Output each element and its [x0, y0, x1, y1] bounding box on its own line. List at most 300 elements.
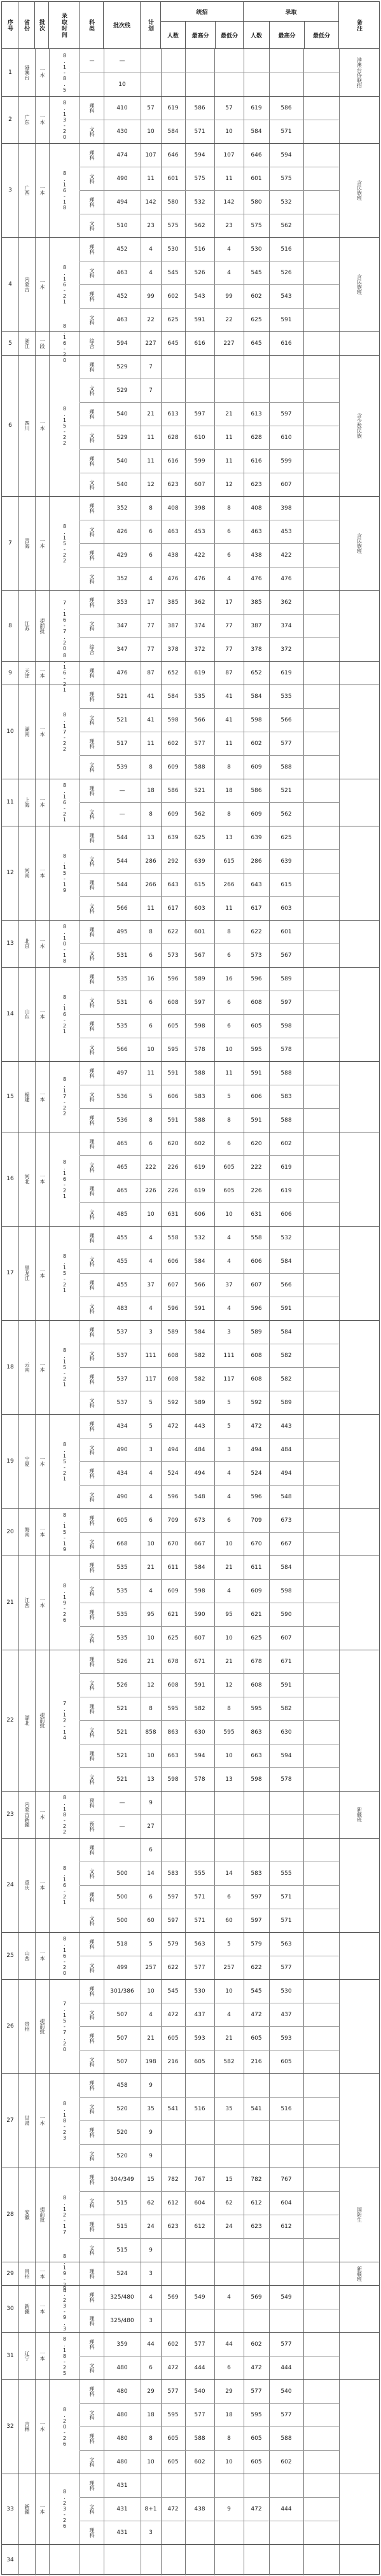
control-line-cell: 480: [116, 2411, 128, 2418]
lq-max-cell: 584: [281, 1258, 292, 1265]
subject-cell: 理科: [89, 2315, 95, 2326]
lq-max-cell: 578: [281, 1046, 292, 1053]
lq-min-cell: [303, 1744, 339, 1767]
tz-max-cell: [185, 49, 214, 73]
tz-count-cell: 609: [167, 811, 179, 818]
tz-min-cell: 5: [227, 1399, 231, 1406]
row-number: 14: [6, 1011, 14, 1017]
tz-min-cell: 17: [225, 599, 233, 606]
lq-count-cell: 623: [251, 481, 262, 488]
time-cell: 8.16-21: [62, 1159, 67, 1199]
control-line-cell: 515: [116, 2246, 128, 2253]
tz-max-cell: 577: [194, 1964, 205, 1971]
lq-max-cell: 602: [281, 1140, 292, 1147]
tz-min-cell: 13: [225, 834, 233, 841]
batch-cell: 一本: [39, 938, 45, 949]
plan-cell: 8: [149, 1117, 153, 1124]
header-province: 省份: [18, 2, 35, 48]
tz-min-cell: 11: [225, 905, 233, 912]
lq-count-cell: 472: [251, 2364, 262, 2371]
lq-count-cell: 612: [251, 2199, 262, 2206]
lq-min-cell: [303, 2097, 339, 2120]
time-cell: 7.16-7.20: [62, 600, 67, 651]
lq-min-cell: [303, 214, 339, 237]
plan-cell: 99: [147, 293, 155, 300]
lq-count-cell: 530: [251, 246, 262, 253]
tz-max-cell: 619: [194, 1164, 205, 1171]
plan-cell: 15: [147, 2176, 155, 2183]
tz-count-cell: 385: [167, 599, 179, 606]
lq-min-cell: [303, 685, 339, 708]
lq-min-cell: [303, 1673, 339, 1697]
control-line-cell: 463: [116, 269, 128, 276]
lq-count-cell: 678: [251, 1658, 262, 1665]
plan-cell: 6: [149, 1140, 153, 1147]
time-cell: 8.12-17: [62, 2194, 67, 2235]
lq-min-cell: [303, 1438, 339, 1461]
control-line-cell: —: [119, 1823, 125, 1830]
tz-min-cell: 10: [225, 128, 233, 135]
lq-min-cell: [303, 261, 339, 284]
row-number: 34: [6, 2556, 14, 2563]
tz-max-cell: 567: [194, 952, 205, 959]
remark-cell: [339, 661, 379, 685]
tz-count-cell: 602: [167, 740, 179, 747]
lq-count-cell: 597: [251, 1917, 262, 1924]
lq-max-cell: 571: [281, 128, 292, 135]
lq-max-cell: 616: [281, 340, 292, 347]
tz-max-cell: 602: [194, 1140, 205, 1147]
lq-min-cell: [303, 143, 339, 167]
lq-max-cell: [269, 2238, 303, 2262]
lq-count-cell: 625: [251, 1634, 262, 1641]
lq-max-cell: [269, 2073, 303, 2097]
control-line-cell: 535: [116, 1634, 128, 1641]
tz-max-cell: 484: [194, 1446, 205, 1453]
batch-cell: 一本: [39, 2268, 45, 2279]
lq-max-cell: 593: [281, 2035, 292, 2042]
subject-cell: 文科: [89, 314, 95, 325]
lq-min-cell: [303, 637, 339, 661]
control-line-cell: 430: [116, 128, 128, 135]
tz-max-cell: 588: [194, 1117, 205, 1124]
subject-cell: 文科: [89, 809, 95, 819]
lq-max-cell: 549: [281, 2294, 292, 2301]
tz-min-cell: 14: [225, 1870, 233, 1877]
lq-count-cell: 628: [251, 434, 262, 441]
lq-min-cell: [303, 1767, 339, 1791]
control-line-cell: 485: [116, 1211, 128, 1218]
province-cell: 云南: [24, 1362, 30, 1372]
tz-min-cell: 8: [227, 2435, 231, 2442]
lq-max-cell: 582: [281, 1352, 292, 1359]
lq-max-cell: 602: [281, 2458, 292, 2465]
lq-min-cell: [303, 1179, 339, 1202]
subject-cell: 文科: [89, 573, 95, 584]
plan-cell: 14: [147, 1870, 155, 1877]
plan-cell: 858: [145, 1729, 156, 1736]
province-cell: 湖南: [24, 727, 30, 737]
subject-cell: 理科: [89, 2292, 95, 2302]
tz-min-cell: 4: [227, 1493, 231, 1500]
tz-count-cell: [161, 2120, 185, 2144]
lq-min-cell: [303, 1155, 339, 1179]
tz-min-cell: 11: [225, 740, 233, 747]
tz-max-cell: 422: [194, 552, 205, 559]
header-lq-min: 最低分: [312, 32, 330, 39]
tz-min-cell: 21: [225, 2035, 233, 2042]
lq-count-cell: 619: [251, 104, 262, 111]
tz-max-cell: 594: [194, 151, 205, 158]
tz-min-cell: 10: [225, 1634, 233, 1641]
control-line-cell: 452: [116, 293, 128, 300]
tz-count-cell: 541: [167, 2105, 179, 2112]
time-cell: 8.13-20: [62, 99, 67, 140]
batch-cell: 提前批: [39, 2207, 45, 2222]
remark-cell: [339, 1932, 379, 1979]
subject-cell: 理科: [89, 2080, 95, 2091]
lq-min-cell: [303, 73, 339, 96]
header-tz-max: 最高分: [186, 22, 216, 48]
header-tz-min: 最低分: [220, 32, 238, 39]
lq-max-cell: 577: [281, 1964, 292, 1971]
remark-cell: [339, 1979, 379, 2073]
plan-cell: 21: [147, 1564, 155, 1571]
tz-count-cell: 616: [167, 457, 179, 464]
tz-max-cell: [185, 2073, 214, 2097]
tz-min-cell: 5: [227, 1940, 231, 1947]
time-cell: 8.19-24: [62, 2253, 67, 2294]
subject-cell: 文科: [89, 432, 95, 443]
tz-min-cell: 21: [225, 1564, 233, 1571]
tz-count-cell: 530: [167, 246, 179, 253]
control-line-cell: 507: [116, 2011, 128, 2018]
subject-cell: 理科: [89, 1703, 95, 1714]
plan-cell: 41: [147, 693, 155, 700]
subject-cell: 理科: [89, 1421, 95, 1431]
row-number: 10: [6, 728, 14, 735]
subject-cell: 文科: [89, 1350, 95, 1361]
tz-count-cell: 645: [167, 340, 179, 347]
tz-max-cell: 607: [194, 481, 205, 488]
tz-min-cell: 6: [227, 1022, 231, 1029]
lq-min-cell: [303, 1014, 339, 1038]
batch-cell: 一本: [39, 1456, 45, 1466]
subject-cell: 综合: [89, 338, 95, 349]
lq-max-cell: 591: [281, 1681, 292, 1688]
lq-min-cell: [303, 1320, 339, 1344]
lq-max-cell: 548: [281, 1493, 292, 1500]
lq-count-cell: 616: [251, 457, 262, 464]
plan-cell: 8: [149, 1705, 153, 1712]
tz-min-cell: 10: [225, 1540, 233, 1547]
batch-cell: 一本: [39, 2351, 45, 2361]
tz-count-cell: 598: [167, 1776, 179, 1783]
plan-cell: 117: [145, 1375, 156, 1382]
time-cell: 8.15-21: [62, 1347, 67, 1388]
control-line-cell: 410: [116, 104, 128, 111]
lq-min-cell: [303, 826, 339, 849]
lq-max-cell: 598: [281, 1022, 292, 1029]
tz-count-cell: 607: [167, 1281, 179, 1288]
province-cell: 福建: [24, 1091, 30, 1102]
lq-max-cell: 588: [281, 1069, 292, 1076]
subject-cell: 文科: [89, 385, 95, 396]
plan-cell: 10: [147, 1540, 155, 1547]
tz-count-cell: 494: [167, 1446, 179, 1453]
tz-count-cell: 622: [167, 1964, 179, 1971]
subject-cell: 文科: [89, 1868, 95, 1879]
province-cell: 港澳台: [24, 65, 30, 80]
lq-count-cell: 438: [251, 552, 262, 559]
row-number: 16: [6, 1176, 14, 1182]
subject-cell: 理科: [89, 1068, 95, 1078]
tz-count-cell: 621: [167, 1611, 179, 1618]
row-number: 30: [6, 2306, 14, 2312]
tz-max-cell: 494: [194, 1470, 205, 1477]
lq-min-cell: [303, 2215, 339, 2238]
tz-max-cell: 582: [194, 1352, 205, 1359]
row-number: 12: [6, 870, 14, 876]
tz-min-cell: 8: [227, 505, 231, 512]
control-line-cell: 520: [116, 2129, 128, 2136]
tz-max-cell: 606: [194, 1211, 205, 1218]
lq-count-cell: 524: [251, 1470, 262, 1477]
batch-cell: 一本: [39, 2503, 45, 2514]
lq-min-cell: [303, 426, 339, 449]
tz-max-cell: 516: [194, 246, 205, 253]
tz-max-cell: 562: [194, 811, 205, 818]
plan-cell: 29: [147, 2388, 155, 2395]
control-line-cell: 529: [116, 387, 128, 394]
tz-max-cell: 588: [194, 763, 205, 770]
control-line-cell: 359: [116, 2341, 128, 2348]
plan-cell: 5: [149, 1093, 153, 1100]
tz-max-cell: 582: [194, 1705, 205, 1712]
lq-max-cell: 583: [281, 1093, 292, 1100]
control-line-cell: 520: [116, 2152, 128, 2159]
lq-max-cell: 619: [281, 1187, 292, 1194]
lq-count-cell: 476: [251, 575, 262, 582]
row-number: 23: [6, 1811, 14, 1818]
lq-min-cell: [303, 2144, 339, 2168]
lq-max-cell: 586: [281, 104, 292, 111]
subject-cell: 理科: [89, 150, 95, 160]
subject-cell: 文科: [89, 2362, 95, 2373]
lq-max-cell: 453: [281, 528, 292, 535]
lq-count-cell: 591: [251, 1069, 262, 1076]
plan-cell: 198: [145, 2058, 156, 2065]
time-cell: 8.16-21: [62, 1865, 67, 1905]
lq-max-cell: 607: [281, 481, 292, 488]
lq-count-cell: 597: [251, 1893, 262, 1900]
lq-max-cell: 597: [281, 999, 292, 1006]
subject-cell: 理科: [89, 2127, 95, 2138]
control-line-cell: 544: [116, 858, 128, 865]
control-line-cell: 499: [116, 1964, 128, 1971]
subject-cell: 理科: [89, 1185, 95, 1196]
plan-cell: 3: [149, 1328, 153, 1335]
tz-count-cell: 625: [167, 316, 179, 323]
control-line-cell: 431: [116, 2505, 128, 2512]
tz-count-cell: 605: [167, 2435, 179, 2442]
lq-max-cell: 615: [281, 881, 292, 888]
time-cell: 8.23-26: [62, 2489, 67, 2529]
tz-min-cell: 10: [225, 2458, 233, 2465]
tz-min-cell: [214, 2309, 244, 2332]
lq-max-cell: 444: [281, 2364, 292, 2371]
control-line-cell: —: [119, 787, 125, 794]
subject-cell: 理科: [89, 2480, 95, 2491]
subject-cell: 理科: [89, 197, 95, 207]
subject-cell: 理科: [89, 1115, 95, 1125]
plan-cell: 77: [147, 622, 155, 629]
control-line-cell: 536: [116, 1117, 128, 1124]
tz-min-cell: 11: [225, 175, 233, 182]
plan-cell: 7: [149, 363, 153, 370]
time-cell: 8.16-21: [62, 782, 67, 823]
plan-cell: 21: [147, 1658, 155, 1665]
lq-max-cell: 594: [281, 151, 292, 158]
lq-count-cell: 782: [251, 2176, 262, 2183]
plan-cell: 3: [149, 1446, 153, 1453]
tz-min-cell: 60: [225, 1917, 233, 1924]
batch-cell: 一本: [39, 1091, 45, 1102]
plan-cell: 3: [149, 2317, 153, 2324]
lq-max-cell: [269, 73, 303, 96]
lq-count-cell: 592: [251, 1399, 262, 1406]
plan-cell: 41: [147, 716, 155, 723]
tz-min-cell: 10: [225, 1988, 233, 1995]
tz-count-cell: 591: [167, 1069, 179, 1076]
province-cell: 宁夏: [24, 1456, 30, 1466]
tz-min-cell: 4: [227, 1305, 231, 1312]
control-line-cell: 515: [116, 2199, 128, 2206]
lq-max-cell: 374: [281, 622, 292, 629]
plan-cell: 17: [147, 599, 155, 606]
plan-cell: 8: [149, 505, 153, 512]
header-luqu-group: [244, 2, 339, 48]
header-control-line: 批次线: [104, 2, 141, 48]
lq-min-cell: [303, 943, 339, 967]
plan-cell: 8: [149, 811, 153, 818]
header-remark: 备注: [356, 18, 362, 32]
tz-min-cell: 4: [227, 1258, 231, 1265]
lq-count-cell: 586: [251, 787, 262, 794]
tz-max-cell: 589: [194, 1399, 205, 1406]
lq-count-cell: 589: [251, 1328, 262, 1335]
tz-min-cell: 12: [225, 481, 233, 488]
subject-cell: [80, 73, 104, 96]
control-line-cell: 536: [116, 1093, 128, 1100]
tz-count-cell: [161, 2262, 185, 2285]
header-lq-max: 最高分: [270, 22, 305, 48]
province-cell: 新疆: [24, 2304, 30, 2314]
lq-min-cell: [303, 1132, 339, 1155]
tz-min-cell: 11: [225, 434, 233, 441]
tz-max-cell: 598: [194, 1022, 205, 1029]
lq-min-cell: [303, 590, 339, 614]
tz-count-cell: 782: [167, 2176, 179, 2183]
row-number: 3: [8, 187, 12, 193]
tz-max-cell: 521: [194, 787, 205, 794]
lq-min-cell: [303, 1226, 339, 1250]
lq-min-cell: [303, 991, 339, 1014]
lq-max-cell: 588: [281, 2435, 292, 2442]
subject-cell: 文科: [89, 714, 95, 725]
plan-cell: 10: [147, 2458, 155, 2465]
subject-cell: 理科: [89, 691, 95, 702]
lq-max-cell: 516: [281, 2105, 292, 2112]
row-number: 6: [8, 422, 12, 429]
plan-cell: 23: [147, 222, 155, 229]
lq-max-cell: 605: [281, 2058, 292, 2065]
subject-cell: 综合: [89, 644, 95, 655]
plan-cell: 8+1: [144, 2505, 157, 2512]
tz-count-cell: [161, 2238, 185, 2262]
control-line-cell: 426: [116, 528, 128, 535]
tz-min-cell: 11: [225, 1069, 233, 1076]
subject-cell: 文科: [89, 1727, 95, 1737]
plan-cell: 10: [147, 128, 155, 135]
control-line-cell: 535: [116, 975, 128, 982]
tz-max-cell: 372: [194, 646, 205, 653]
header-lq-count: 人数: [244, 22, 270, 48]
remark-cell: [339, 1414, 379, 1508]
plan-cell: 35: [147, 2105, 155, 2112]
tz-min-cell: 605: [223, 1187, 235, 1194]
row-number: 33: [6, 2505, 14, 2512]
lq-count-cell: 595: [251, 1046, 262, 1053]
control-line-cell: 507: [116, 2058, 128, 2065]
control-line-cell: 465: [116, 1164, 128, 1171]
tz-min-cell: 13: [225, 1776, 233, 1783]
tz-count-cell: [161, 379, 185, 402]
control-line-cell: 500: [116, 1893, 128, 1900]
province-cell: 黑龙江: [24, 1265, 30, 1281]
control-line-cell: 497: [116, 1069, 128, 1076]
lq-max-cell: 422: [281, 552, 292, 559]
header-subject: 科类: [80, 2, 104, 48]
row-number: 27: [6, 2117, 14, 2124]
subject-cell: 文科: [89, 856, 95, 867]
lq-min-cell: [303, 661, 339, 685]
remark-cell: 含民族班: [356, 274, 363, 295]
lq-min-cell: [303, 2379, 339, 2403]
row-number: 29: [6, 2270, 14, 2277]
tz-min-cell: 95: [225, 1611, 233, 1618]
tz-max-cell: 575: [194, 175, 205, 182]
lq-min-cell: [303, 1956, 339, 1979]
tz-max-cell: 571: [194, 1893, 205, 1900]
lq-min-cell: [303, 1061, 339, 1085]
time-cell: 8.19-26: [62, 1582, 67, 1623]
plan-cell: 6: [149, 2364, 153, 2371]
control-line-cell: 455: [116, 1234, 128, 1241]
header-luqu: 录取: [244, 2, 338, 22]
lq-count-cell: 596: [251, 1493, 262, 1500]
lq-count-cell: 580: [251, 198, 262, 205]
batch-cell: 提前批: [39, 2019, 45, 2034]
row-number: 5: [8, 340, 12, 347]
plan-cell: 4: [149, 1470, 153, 1477]
tz-count-cell: 652: [167, 669, 179, 676]
tz-max-cell: 589: [194, 975, 205, 982]
plan-cell: 222: [145, 1164, 156, 1171]
tz-max-cell: 667: [194, 1540, 205, 1547]
tz-max-cell: [185, 355, 214, 379]
lq-min-cell: [303, 708, 339, 732]
